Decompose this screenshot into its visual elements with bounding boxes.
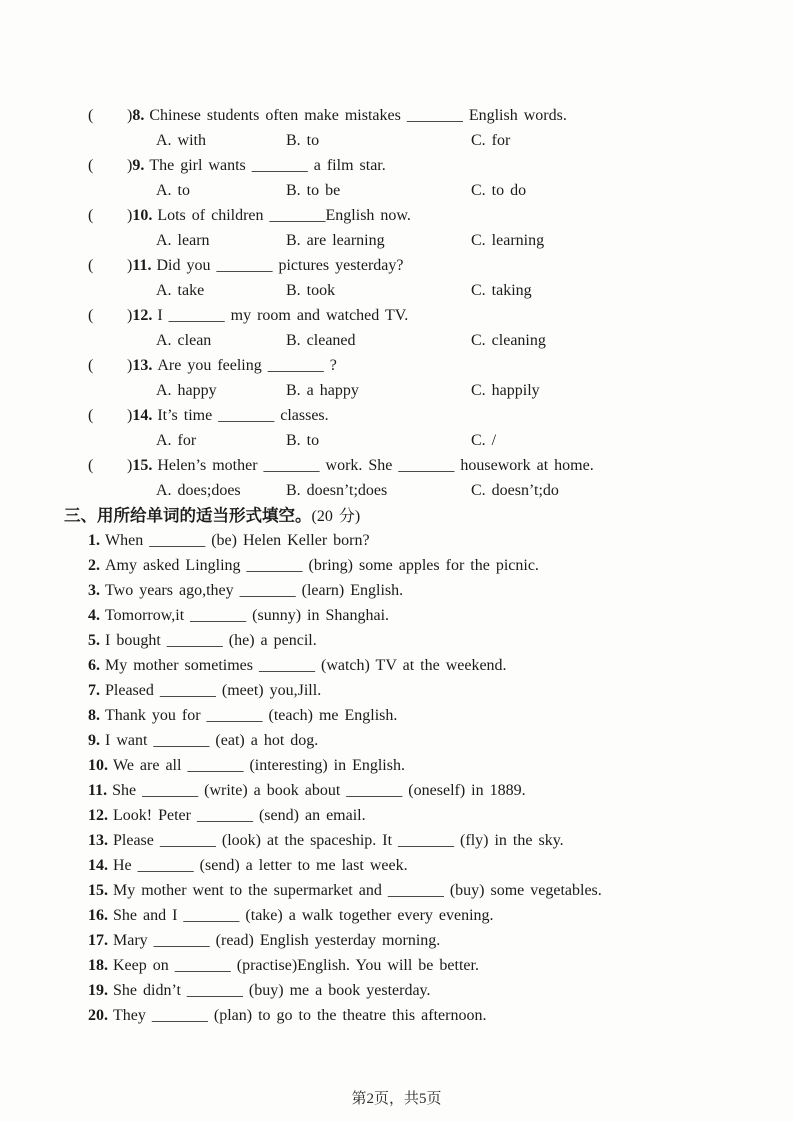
mcq-question — [88, 253, 763, 303]
question-text: The girl wants _______ a film star. — [149, 157, 386, 174]
answer-bracket-close: ) — [127, 157, 133, 174]
item-text: She didn’t _______ (buy) me a book yesterday. — [113, 982, 431, 999]
question-text: Did you _______ pictures yesterday? — [156, 257, 404, 274]
fill-item — [88, 1003, 763, 1028]
option-a: A. for — [156, 432, 197, 449]
options-row — [88, 428, 763, 453]
question-text: Are you feeling _______ ? — [157, 357, 337, 374]
item-text: My mother went to the supermarket and _______ (buy) some vegetables. — [113, 882, 602, 899]
option-a: A. clean — [156, 332, 212, 349]
item-number: 11. — [88, 782, 108, 799]
option-a: A. with — [156, 132, 206, 149]
mcq-section — [88, 103, 763, 503]
item-number: 7. — [88, 682, 100, 699]
question-line — [88, 103, 763, 128]
question-head — [127, 353, 337, 378]
question-head — [127, 103, 567, 128]
fill-item — [88, 653, 763, 678]
item-text: Thank you for _______ (teach) me English. — [105, 707, 398, 724]
item-number: 14. — [88, 857, 108, 874]
item-text: Tomorrow,it _______ (sunny) in Shanghai. — [105, 607, 390, 624]
option-b: B. are learning — [286, 232, 385, 249]
answer-bracket-open: ( — [88, 357, 94, 374]
option-a: A. take — [156, 282, 205, 299]
question-head — [127, 303, 408, 328]
fill-item — [88, 903, 763, 928]
item-number: 10. — [88, 757, 108, 774]
question-head — [127, 403, 329, 428]
question-line — [88, 253, 763, 278]
option-b: B. to — [286, 432, 320, 449]
option-b: B. a happy — [286, 382, 359, 399]
option-c: C. to do — [471, 182, 527, 199]
question-text: Lots of children _______English now. — [157, 207, 411, 224]
item-number: 13. — [88, 832, 108, 849]
fill-item — [88, 603, 763, 628]
answer-bracket-close: ) — [127, 307, 133, 324]
mcq-question — [88, 403, 763, 453]
fill-item — [88, 878, 763, 903]
fill-item — [88, 753, 763, 778]
fill-item — [88, 728, 763, 753]
question-head — [127, 153, 386, 178]
section-three-header — [64, 503, 763, 528]
item-text: Pleased _______ (meet) you,Jill. — [105, 682, 322, 699]
answer-bracket-open: ( — [88, 107, 94, 124]
option-a: A. happy — [156, 382, 217, 399]
fill-item — [88, 553, 763, 578]
answer-bracket-close: ) — [127, 207, 133, 224]
option-c: C. / — [471, 432, 497, 449]
option-c: C. learning — [471, 232, 545, 249]
item-number: 16. — [88, 907, 108, 924]
answer-bracket-close: ) — [127, 257, 133, 274]
item-text: Look! Peter _______ (send) an email. — [113, 807, 366, 824]
option-c: C. doesn’t;do — [471, 482, 559, 499]
page-footer: 第2页，共5页 — [351, 1091, 442, 1107]
item-number: 17. — [88, 932, 108, 949]
item-number: 20. — [88, 1007, 108, 1024]
item-text: Mary _______ (read) English yesterday morning. — [113, 932, 441, 949]
option-a: A. learn — [156, 232, 210, 249]
question-line — [88, 353, 763, 378]
answer-bracket-open: ( — [88, 207, 94, 224]
item-text: Please _______ (look) at the spaceship. It _______ (fly) in the sky. — [113, 832, 564, 849]
option-c: C. for — [471, 132, 511, 149]
question-number: 8. — [132, 107, 145, 124]
question-number: 13. — [132, 357, 153, 374]
fill-item — [88, 578, 763, 603]
item-text: Keep on _______ (practise)English. You will be better. — [113, 957, 479, 974]
fill-item — [88, 678, 763, 703]
item-number: 1. — [88, 532, 100, 549]
answer-bracket-close: ) — [127, 357, 133, 374]
fill-item — [88, 703, 763, 728]
item-number: 9. — [88, 732, 100, 749]
mcq-question — [88, 353, 763, 403]
question-text: Chinese students often make mistakes _______ English words. — [149, 107, 567, 124]
item-text: I bought _______ (he) a pencil. — [105, 632, 317, 649]
answer-bracket-open: ( — [88, 457, 94, 474]
options-row — [88, 128, 763, 153]
option-c: C. taking — [471, 282, 532, 299]
fill-item — [88, 803, 763, 828]
question-number: 9. — [132, 157, 145, 174]
question-line — [88, 403, 763, 428]
fill-item — [88, 828, 763, 853]
question-number: 12. — [132, 307, 153, 324]
item-number: 3. — [88, 582, 100, 599]
item-text: Two years ago,they _______ (learn) English. — [105, 582, 404, 599]
item-text: When _______ (be) Helen Keller born? — [105, 532, 370, 549]
options-row — [88, 378, 763, 403]
mcq-question — [88, 303, 763, 353]
question-line — [88, 203, 763, 228]
option-c: C. cleaning — [471, 332, 546, 349]
fill-section — [88, 528, 763, 1028]
item-text: They _______ (plan) to go to the theatre this afternoon. — [113, 1007, 487, 1024]
mcq-question — [88, 103, 763, 153]
option-b: B. cleaned — [286, 332, 356, 349]
item-text: She and I _______ (take) a walk together every evening. — [113, 907, 494, 924]
answer-bracket-close: ) — [127, 407, 133, 424]
fill-item — [88, 978, 763, 1003]
question-line — [88, 153, 763, 178]
options-row — [88, 328, 763, 353]
item-number: 5. — [88, 632, 100, 649]
fill-item — [88, 778, 763, 803]
item-number: 15. — [88, 882, 108, 899]
fill-item — [88, 628, 763, 653]
item-number: 2. — [88, 557, 100, 574]
item-text: We are all _______ (interesting) in English. — [113, 757, 405, 774]
item-number: 12. — [88, 807, 108, 824]
mcq-question — [88, 203, 763, 253]
question-number: 10. — [132, 207, 153, 224]
item-number: 19. — [88, 982, 108, 999]
option-a: A. does;does — [156, 482, 241, 499]
question-text: I _______ my room and watched TV. — [157, 307, 409, 324]
mcq-question — [88, 453, 763, 503]
answer-bracket-open: ( — [88, 307, 94, 324]
item-text: She _______ (write) a book about _______ (oneself) in 1889. — [112, 782, 526, 799]
item-text: Amy asked Lingling _______ (bring) some apples for the picnic. — [105, 557, 539, 574]
item-text: He _______ (send) a letter to me last week. — [113, 857, 408, 874]
option-b: B. to be — [286, 182, 341, 199]
option-b: B. took — [286, 282, 336, 299]
item-number: 8. — [88, 707, 100, 724]
option-c: C. happily — [471, 382, 540, 399]
question-line — [88, 453, 763, 478]
question-head — [127, 453, 594, 478]
question-text: Helen’s mother _______ work. She _______ housework at home. — [157, 457, 594, 474]
item-number: 6. — [88, 657, 100, 674]
options-row — [88, 278, 763, 303]
question-head — [127, 253, 404, 278]
mcq-question — [88, 153, 763, 203]
question-number: 15. — [132, 457, 153, 474]
option-a: A. to — [156, 182, 190, 199]
options-row — [88, 228, 763, 253]
question-head — [127, 203, 411, 228]
question-text: It’s time _______ classes. — [157, 407, 329, 424]
item-text: I want _______ (eat) a hot dog. — [105, 732, 319, 749]
option-b: B. to — [286, 132, 320, 149]
fill-item — [88, 528, 763, 553]
answer-bracket-close: ) — [127, 457, 133, 474]
options-row — [88, 478, 763, 503]
options-row — [88, 178, 763, 203]
fill-item — [88, 953, 763, 978]
section-three-title: 三、用所给单词的适当形式填空。 — [64, 506, 312, 525]
answer-bracket-open: ( — [88, 257, 94, 274]
section-three-score: (20 分) — [311, 508, 361, 525]
fill-item — [88, 928, 763, 953]
option-b: B. doesn’t;does — [286, 482, 388, 499]
question-number: 11. — [132, 257, 152, 274]
item-text: My mother sometimes _______ (watch) TV at the weekend. — [105, 657, 507, 674]
question-line — [88, 303, 763, 328]
fill-item — [88, 853, 763, 878]
answer-bracket-open: ( — [88, 157, 94, 174]
item-number: 4. — [88, 607, 100, 624]
question-number: 14. — [132, 407, 153, 424]
item-number: 18. — [88, 957, 108, 974]
answer-bracket-close: ) — [127, 107, 133, 124]
answer-bracket-open: ( — [88, 407, 94, 424]
